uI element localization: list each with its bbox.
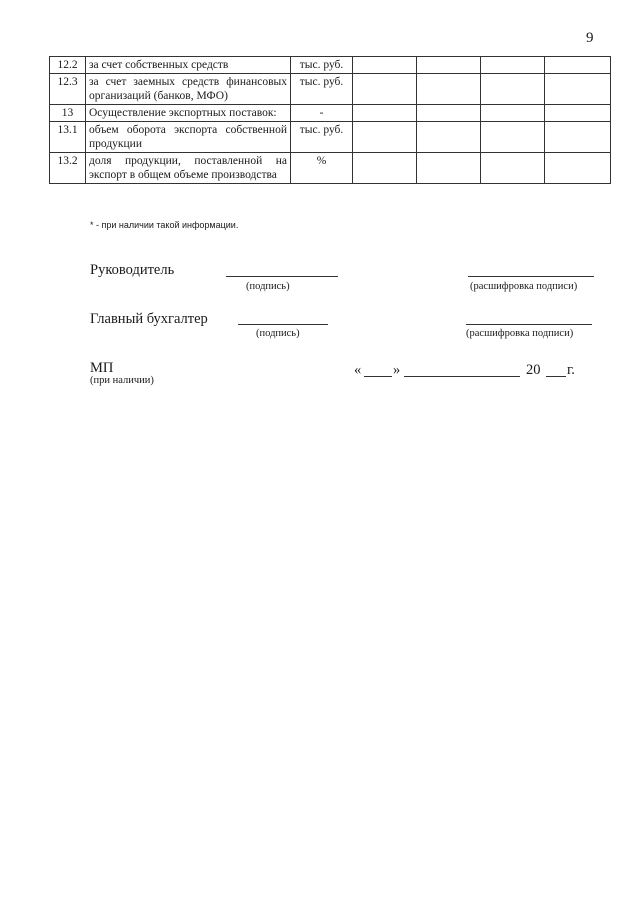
- row-name: объем оборота экспорта собственной продукции: [86, 122, 291, 153]
- accountant-decode-caption: (расшифровка подписи): [466, 328, 574, 339]
- row-unit: -: [291, 105, 353, 122]
- value-cell: [481, 105, 545, 122]
- date-year-suffix: г.: [567, 362, 575, 378]
- date-open-quote: «: [354, 362, 362, 378]
- value-cell: [353, 122, 417, 153]
- row-name: за счет собственных средств: [86, 57, 291, 74]
- footnote: * - при наличии такой информации.: [90, 220, 239, 230]
- value-cell: [481, 122, 545, 153]
- value-cell: [545, 105, 611, 122]
- stamp-caption: (при наличии): [90, 375, 154, 386]
- table-row: [50, 105, 611, 122]
- row-name: доля продукции, поставленной на экспорт в общем объеме производства: [86, 153, 291, 184]
- table-row: [50, 153, 611, 184]
- value-cell: [417, 105, 481, 122]
- row-number: 12.2: [50, 57, 86, 74]
- row-number: 12.3: [50, 74, 86, 105]
- accountant-decode-line: [466, 324, 592, 325]
- value-cell: [417, 74, 481, 105]
- stamp-label: МП: [90, 360, 114, 376]
- value-cell: [545, 74, 611, 105]
- date-month-line: [404, 376, 520, 377]
- row-unit: тыс. руб.: [291, 74, 353, 105]
- head-label: Руководитель: [90, 262, 175, 278]
- value-cell: [417, 57, 481, 74]
- accountant-signature-line: [238, 324, 328, 325]
- value-cell: [353, 153, 417, 184]
- value-cell: [481, 74, 545, 105]
- date-close-quote: »: [393, 362, 401, 378]
- page-number: 9: [586, 30, 594, 46]
- head-signature-line: [226, 276, 338, 277]
- accountant-label: Главный бухгалтер: [90, 311, 208, 327]
- value-cell: [353, 57, 417, 74]
- value-cell: [481, 57, 545, 74]
- report-table: [49, 56, 611, 184]
- row-number: 13: [50, 105, 86, 122]
- row-unit: %: [291, 153, 353, 184]
- value-cell: [481, 153, 545, 184]
- row-number: 13.1: [50, 122, 86, 153]
- value-cell: [417, 122, 481, 153]
- value-cell: [545, 153, 611, 184]
- value-cell: [353, 74, 417, 105]
- row-name: Осуществление экспортных поставок:: [86, 105, 291, 122]
- accountant-signature-caption: (подпись): [256, 328, 300, 339]
- row-name: за счет заемных средств финансовых организаций (банков, МФО): [86, 74, 291, 105]
- row-unit: тыс. руб.: [291, 57, 353, 74]
- row-unit: тыс. руб.: [291, 122, 353, 153]
- table-row: [50, 122, 611, 153]
- value-cell: [353, 105, 417, 122]
- head-decode-line: [468, 276, 594, 277]
- date-day-line: [364, 376, 392, 377]
- row-number: 13.2: [50, 153, 86, 184]
- date-year-line: [546, 376, 566, 377]
- head-decode-caption: (расшифровка подписи): [470, 281, 578, 292]
- value-cell: [417, 153, 481, 184]
- value-cell: [545, 57, 611, 74]
- head-signature-caption: (подпись): [246, 281, 290, 292]
- date-year-prefix: 20: [526, 362, 541, 378]
- table-row: [50, 74, 611, 105]
- table-row: [50, 57, 611, 74]
- value-cell: [545, 122, 611, 153]
